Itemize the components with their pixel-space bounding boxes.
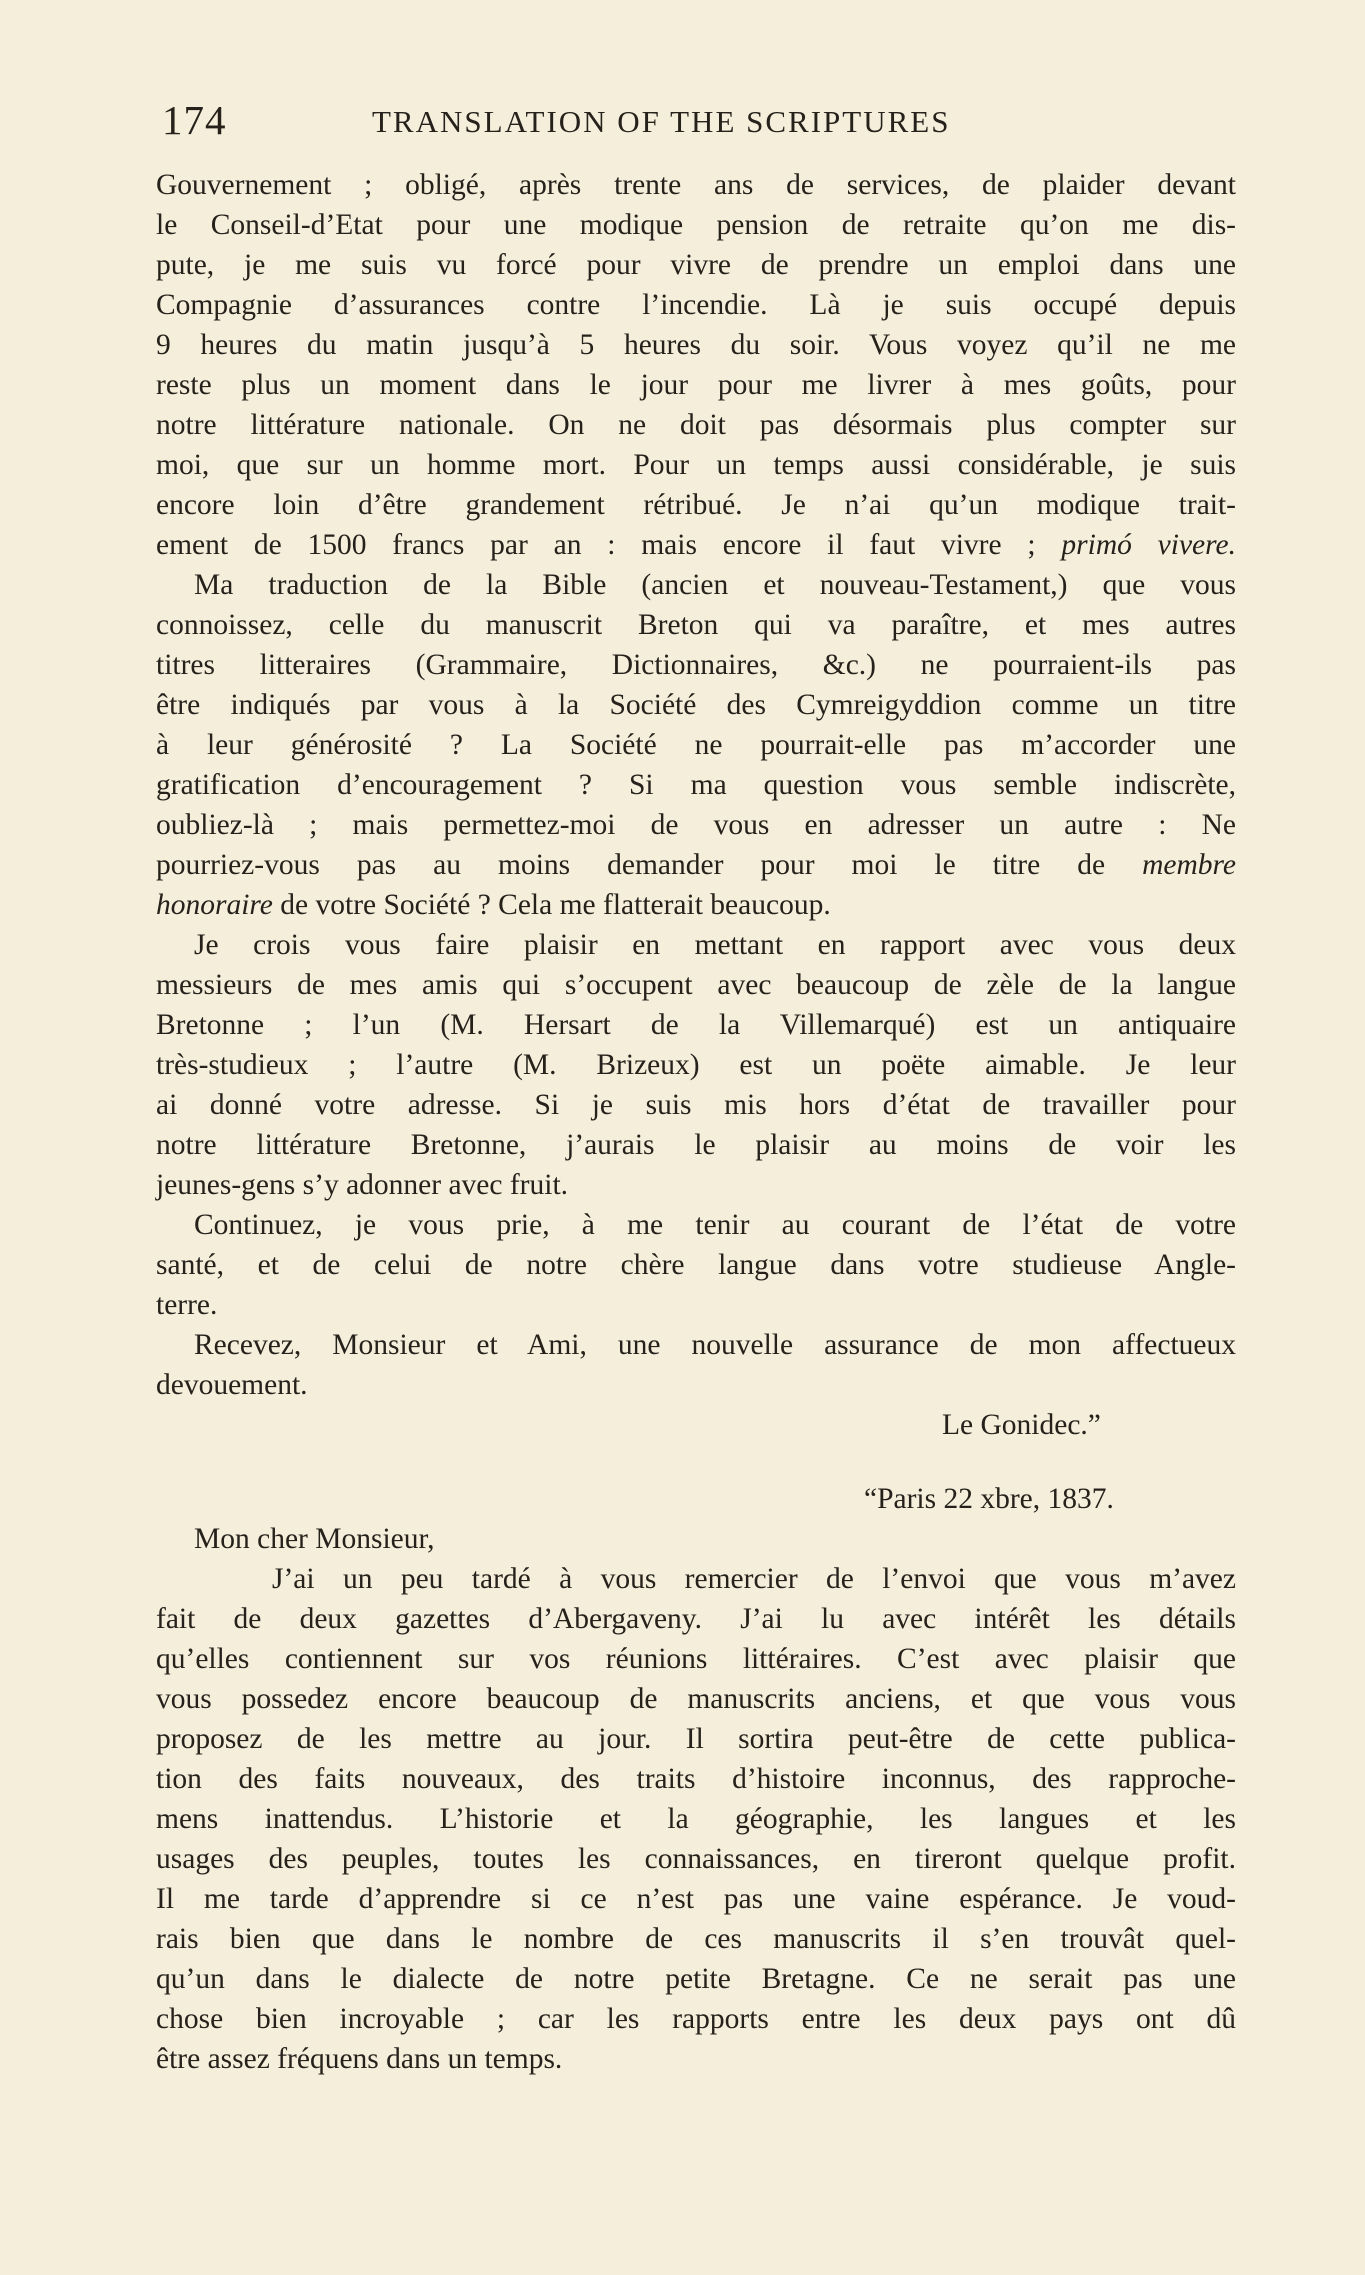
text-line: notre littérature nationale. On ne doit pas désormais plus compter sur	[156, 409, 1236, 441]
paragraph-start-line: Recevez, Monsieur et Ami, une nouvelle assurance de mon affectueux	[194, 1329, 1236, 1361]
text-line: chose bien incroyable ; car les rapports entre les deux pays ont dû	[156, 2003, 1236, 2035]
paragraph-start-line: Ma traduction de la Bible (ancien et nouveau-Testament,) que vous	[194, 569, 1236, 601]
page-number: 174	[162, 97, 227, 143]
text-line: terre.	[156, 1289, 218, 1321]
text-line: usages des peuples, toutes les connaissances, en tireront quelque profit.	[156, 1843, 1236, 1875]
paragraph-start-line: J’ai un peu tardé à vous remercier de l’envoi que vous m’avez	[272, 1563, 1236, 1595]
text-line: ai donné votre adresse. Si je suis mis hors d’état de travailler pour	[156, 1089, 1236, 1121]
letter-date: “Paris 22 xbre, 1837.	[864, 1483, 1114, 1515]
text-line	[156, 845, 1236, 885]
text-line: titres litteraires (Grammaire, Dictionnaires, &c.) ne pourraient-ils pas	[156, 649, 1236, 681]
paragraph-start-line: Je crois vous faire plaisir en mettant en rapport avec vous deux	[194, 929, 1236, 961]
text-line: connoissez, celle du manuscrit Breton qui va paraître, et mes autres	[156, 609, 1236, 641]
text-line: gratification d’encouragement ? Si ma question vous semble indiscrète,	[156, 769, 1236, 801]
text-line: oubliez-là ; mais permettez-moi de vous en adresser un autre : Ne	[156, 809, 1236, 841]
emphasized-text: honoraire	[156, 889, 273, 921]
text-fragment: ement de 1500 francs par an : mais encore il faut vivre ;	[156, 529, 1062, 561]
text-line: tion des faits nouveaux, des traits d’histoire inconnus, des rapproche-	[156, 1763, 1236, 1795]
text-line: rais bien que dans le nombre de ces manuscrits il s’en trouvât quel-	[156, 1923, 1236, 1955]
text-line: vous possedez encore beaucoup de manuscrits anciens, et que vous vous	[156, 1683, 1236, 1715]
text-line: reste plus un moment dans le jour pour me livrer à mes goûts, pour	[156, 369, 1236, 401]
text-line: proposez de les mettre au jour. Il sortira peut-être de cette publica-	[156, 1723, 1236, 1755]
signature: Le Gonidec.”	[942, 1409, 1101, 1441]
text-line: très-studieux ; l’autre (M. Brizeux) est un poëte aimable. Je leur	[156, 1049, 1236, 1081]
text-line: notre littérature Bretonne, j’aurais le plaisir au moins de voir les	[156, 1129, 1236, 1161]
text-line: être assez fréquens dans un temps.	[156, 2043, 563, 2075]
letter-greeting: Mon cher Monsieur,	[194, 1523, 435, 1555]
text-line: à leur générosité ? La Société ne pourrait-elle pas m’accorder une	[156, 729, 1236, 761]
paragraph-start-line: Continuez, je vous prie, à me tenir au courant de l’état de votre	[194, 1209, 1236, 1241]
text-line	[156, 525, 1236, 565]
text-line: qu’elles contiennent sur vos réunions littéraires. C’est avec plaisir que	[156, 1643, 1236, 1675]
text-line: être indiqués par vous à la Société des Cymreigyddion comme un titre	[156, 689, 1236, 721]
text-line: qu’un dans le dialecte de notre petite Bretagne. Ce ne serait pas une	[156, 1963, 1236, 1995]
letter-gap	[156, 1445, 1236, 1479]
emphasized-text: primó vivere.	[1061, 529, 1236, 561]
text-fragment: de votre Société ? Cela me flatterait beaucoup.	[272, 889, 831, 921]
letter-text	[156, 165, 1236, 2079]
text-line: jeunes-gens s’y adonner avec fruit.	[156, 1169, 569, 1201]
page-header	[162, 95, 1242, 145]
text-line: Compagnie d’assurances contre l’incendie. Là je suis occupé depuis	[156, 289, 1236, 321]
text-line: messieurs de mes amis qui s’occupent avec beaucoup de zèle de la langue	[156, 969, 1236, 1001]
text-line: 9 heures du matin jusqu’à 5 heures du soir. Vous voyez qu’il ne me	[156, 329, 1236, 361]
text-line	[156, 885, 1236, 925]
text-line: pute, je me suis vu forcé pour vivre de prendre un emploi dans une	[156, 249, 1236, 281]
text-fragment: pourriez-vous pas au moins demander pour moi le titre de	[156, 849, 1143, 881]
running-title: TRANSLATION OF THE SCRIPTURES	[372, 104, 951, 139]
text-line: mens inattendus. L’historie et la géographie, les langues et les	[156, 1803, 1236, 1835]
text-line: Il me tarde d’apprendre si ce n’est pas une vaine espérance. Je voud-	[156, 1883, 1236, 1915]
text-line: devouement.	[156, 1369, 308, 1401]
text-line: fait de deux gazettes d’Abergaveny. J’ai lu avec intérêt les détails	[156, 1603, 1236, 1635]
text-line: Gouvernement ; obligé, après trente ans de services, de plaider devant	[156, 169, 1236, 201]
text-line: santé, et de celui de notre chère langue dans votre studieuse Angle-	[156, 1249, 1236, 1281]
text-line: encore loin d’être grandement rétribué. Je n’ai qu’un modique trait-	[156, 489, 1236, 521]
text-line: moi, que sur un homme mort. Pour un temps aussi considérable, je suis	[156, 449, 1236, 481]
text-line: le Conseil-d’Etat pour une modique pension de retraite qu’on me dis-	[156, 209, 1236, 241]
emphasized-text: membre	[1142, 849, 1236, 881]
text-line: Bretonne ; l’un (M. Hersart de la Villemarqué) est un antiquaire	[156, 1009, 1236, 1041]
